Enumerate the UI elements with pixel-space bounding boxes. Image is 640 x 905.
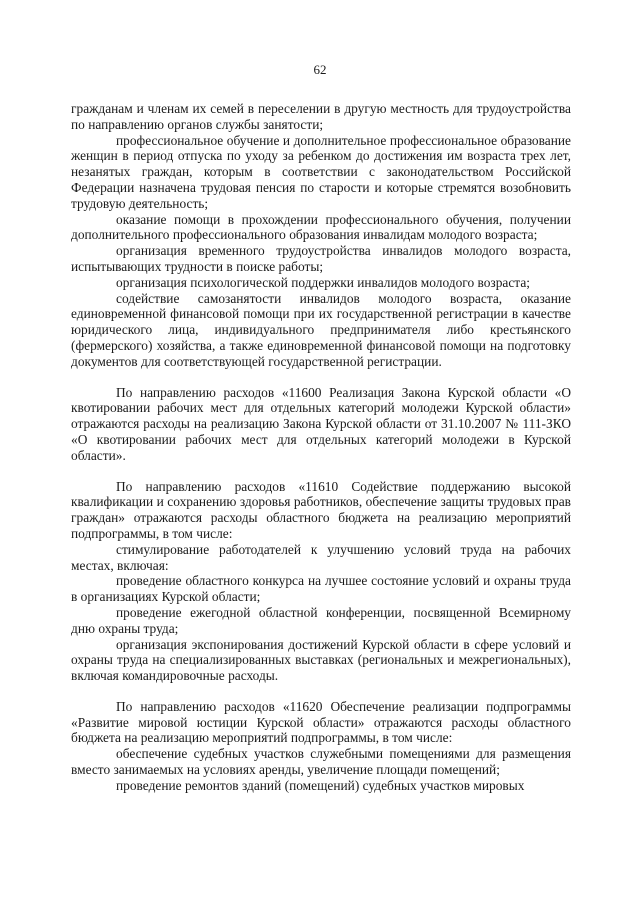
paragraph: стимулирование работодателей к улучшению условий труда на рабочих местах, включая: xyxy=(71,541,571,573)
paragraph-gap xyxy=(71,464,571,479)
paragraph: проведение ежегодной областной конференции, посвященной Всемирному дню охраны труда; xyxy=(71,604,571,636)
paragraph: проведение областного конкурса на лучшее состояние условий и охраны труда в организациях Курской области; xyxy=(71,573,571,605)
paragraph: проведение ремонтов зданий (помещений) судебных участков мировых xyxy=(116,777,525,793)
paragraph: профессиональное обучение и дополнительное профессиональное образование женщин в период отпуска по уходу за ребенком до достижения им возраста трех лет, незанятых граждан, которым в соответствии с законодательством Российской Федерации назначена трудовая пенсия по старости и которые стремятся возобновить трудовую деятельность; xyxy=(71,132,571,211)
document-body xyxy=(71,101,571,794)
paragraph-gap xyxy=(71,684,571,699)
paragraph: организация временного трудоустройства инвалидов молодого возраста, испытывающих трудности в поиске работы; xyxy=(71,243,571,274)
paragraph: содействие самозанятости инвалидов молодого возраста, оказание единовременной финансовой помощи при их государственной регистрации в качестве юридического лица, индивидуального предпринимателя либо крестьянского (фермерского) хозяйства, а также единовременной финансовой помощи на подготовку документов для соответствующей государственной регистрации. xyxy=(71,290,571,369)
paragraph: По направлению расходов «11620 Обеспечение реализации подпрограммы «Развитие мировой юстиции Курской области» отражаются расходы областного бюджета на реализацию мероприятий подпрограммы, в том числе: xyxy=(71,698,571,746)
paragraph: организация экспонирования достижений Курской области в сфере условий и охраны труда на специализированных выставках (региональных и межрегиональных), включая командировочные расходы. xyxy=(71,636,571,684)
paragraph: обеспечение судебных участков служебными помещениями для размещения вместо занимаемых на условиях аренды, увеличение площади помещений; xyxy=(71,746,571,778)
paragraph: оказание помощи в прохождении профессионального обучения, получении дополнительного профессионального образования инвалидам молодого возраста; xyxy=(71,211,571,243)
page-number: 62 xyxy=(313,62,327,77)
paragraph: организация психологической поддержки инвалидов молодого возраста; xyxy=(116,274,530,290)
paragraph: гражданам и членам их семей в переселении в другую местность для трудоустройства по направлению органов службы занятости; xyxy=(71,101,571,132)
paragraph-gap xyxy=(71,370,571,385)
paragraph: По направлению расходов «11610 Содействие поддержанию высокой квалификации и сохранению здоровья работников, обеспечение защиты трудовых прав граждан» отражаются расходы областного бюджета на реализацию мероприятий подпрограммы, в том числе: xyxy=(71,478,571,541)
paragraph: По направлению расходов «11600 Реализация Закона Курской области «О квотировании рабочих мест для отдельных категорий молодежи Курской области» отражаются расходы на реализацию Закона Курской области от 31.10.2007 № 111-ЗКО «О квотировании рабочих мест для отдельных категорий молодежи в Курской области». xyxy=(71,384,571,463)
